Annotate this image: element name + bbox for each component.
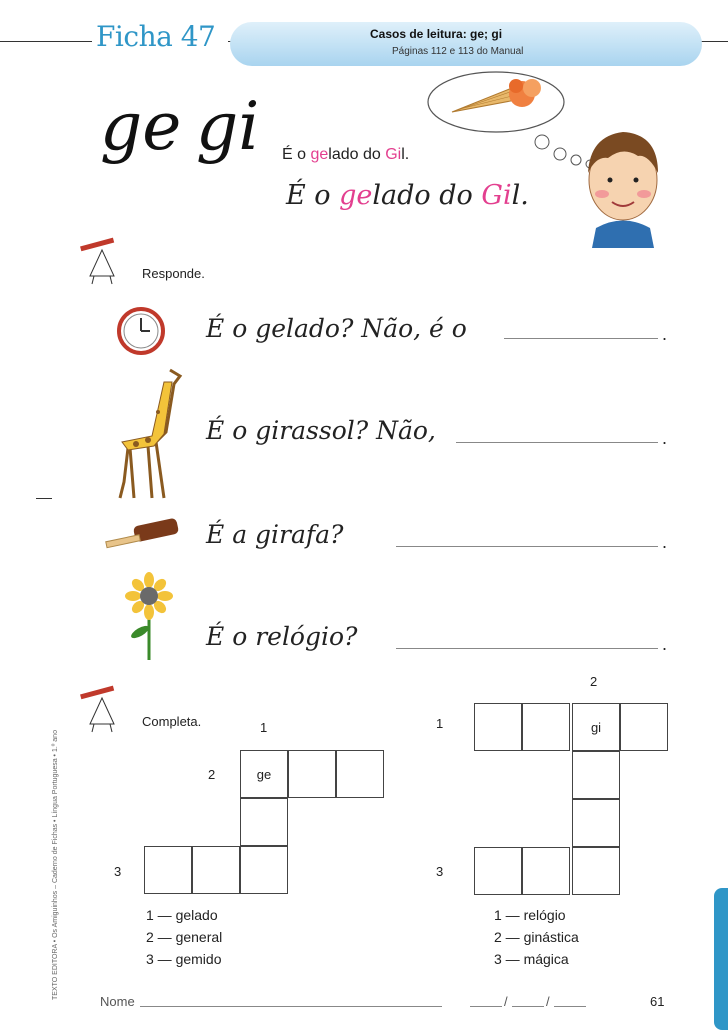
answer-line-2[interactable] xyxy=(456,442,658,443)
crossword-cell[interactable] xyxy=(474,847,522,895)
intro-sentence-cursive xyxy=(286,180,529,211)
text-part: É o xyxy=(286,180,340,211)
page-title: Ficha 47 xyxy=(96,20,216,53)
date-year-line[interactable] xyxy=(554,1006,586,1007)
big-letters-gi: gi xyxy=(196,88,260,165)
crossword-cell[interactable] xyxy=(572,799,620,847)
name-label: Nome xyxy=(100,994,135,1009)
crossword-cell[interactable] xyxy=(522,703,570,751)
text-part: lado do xyxy=(372,180,482,211)
cell-letters: ge xyxy=(256,766,272,782)
highlight-ge: ge xyxy=(310,146,329,163)
sunflower-icon xyxy=(124,572,174,662)
clock-icon xyxy=(116,306,166,356)
crossword-cell[interactable] xyxy=(144,846,192,894)
text-part: É o xyxy=(282,146,311,163)
highlight-gi: Gi xyxy=(385,146,402,163)
answer-line-3[interactable] xyxy=(396,546,658,547)
clue-item: 2 — general xyxy=(146,929,223,945)
period: . xyxy=(662,428,668,448)
instruction-completa: Completa. xyxy=(142,714,202,729)
crossword-cell[interactable] xyxy=(522,847,570,895)
date-separator: / xyxy=(546,994,550,1009)
thought-bubble-icon xyxy=(424,66,604,176)
period: . xyxy=(662,634,668,654)
clue-item: 3 — gemido xyxy=(146,951,222,967)
question-2: É o girassol? Não, xyxy=(206,416,436,445)
clue-item: 1 — gelado xyxy=(146,907,218,923)
crossword-cell[interactable] xyxy=(240,750,288,798)
big-letters-ge: ge xyxy=(100,88,182,165)
crossword-cell[interactable] xyxy=(474,703,522,751)
pill-title: Casos de leitura: ge; gi xyxy=(370,27,503,41)
margin-mark xyxy=(36,498,52,499)
question-4: É o relógio? xyxy=(206,622,358,651)
page-edge-tab xyxy=(714,888,728,1030)
pencil-character-icon xyxy=(72,236,132,286)
clue-number-1: 1 xyxy=(260,720,268,735)
highlight-gi: Gi xyxy=(481,180,512,211)
clue-number-3: 3 xyxy=(436,864,444,879)
question-1: É o gelado? Não, é o xyxy=(206,314,467,343)
clue-item: 2 — ginástica xyxy=(494,929,579,945)
crossword-cell[interactable] xyxy=(288,750,336,798)
highlight-ge: ge xyxy=(339,180,373,211)
crossword-cell[interactable] xyxy=(192,846,240,894)
cell-letters: gi xyxy=(590,719,602,735)
boy-icon xyxy=(578,118,668,248)
period: . xyxy=(662,324,668,344)
side-credit: TEXTO EDITORA • Os Amiguinhos – Caderno de Fichas • Língua Portuguesa • 1.º ano xyxy=(52,730,59,1000)
text-part: lado do xyxy=(328,146,386,163)
giraffe-icon xyxy=(108,362,198,502)
crossword-cell[interactable] xyxy=(620,703,668,751)
text-part: l. xyxy=(511,180,529,211)
crossword-cell[interactable] xyxy=(240,798,288,846)
crossword-cell[interactable] xyxy=(336,750,384,798)
clue-number-3: 3 xyxy=(114,864,122,879)
crossword-cell[interactable] xyxy=(240,846,288,894)
text-part: l. xyxy=(401,146,410,163)
ice-lolly-icon xyxy=(104,516,184,556)
clue-number-1: 1 xyxy=(436,716,444,731)
date-separator: / xyxy=(504,994,508,1009)
clue-item: 3 — mágica xyxy=(494,951,569,967)
answer-line-4[interactable] xyxy=(396,648,658,649)
crossword-cell[interactable] xyxy=(572,751,620,799)
answer-line-1[interactable] xyxy=(504,338,658,339)
clue-number-2: 2 xyxy=(590,674,598,689)
intro-sentence-print xyxy=(282,146,409,164)
pencil-character-icon xyxy=(72,684,132,734)
left-clues xyxy=(146,904,222,970)
period: . xyxy=(662,532,668,552)
header-rule-left xyxy=(0,41,92,42)
date-month-line[interactable] xyxy=(512,1006,544,1007)
question-3: É a girafa? xyxy=(206,520,344,549)
instruction-responde: Responde. xyxy=(142,266,205,281)
clue-number-2: 2 xyxy=(208,767,216,782)
right-clues xyxy=(494,904,579,970)
crossword-cell[interactable] xyxy=(572,703,620,751)
name-input-line[interactable] xyxy=(140,1006,442,1007)
pill-subtitle: Páginas 112 e 113 do Manual xyxy=(392,46,524,57)
date-day-line[interactable] xyxy=(470,1006,502,1007)
page-number: 61 xyxy=(650,994,665,1009)
crossword-cell[interactable] xyxy=(572,847,620,895)
clue-item: 1 — relógio xyxy=(494,907,566,923)
